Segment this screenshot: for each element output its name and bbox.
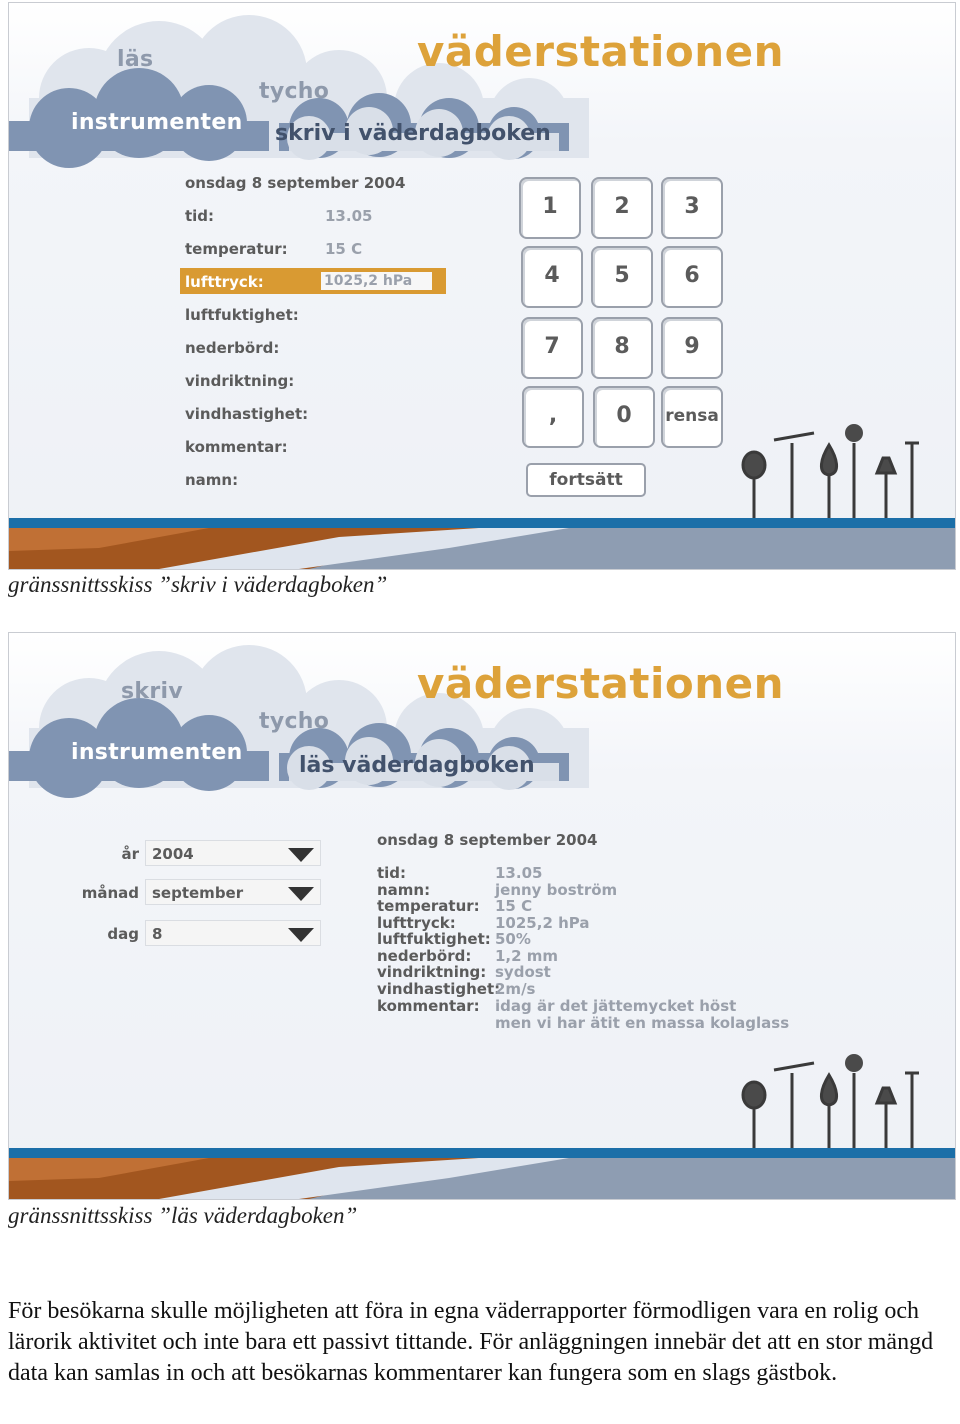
panel-background-art <box>9 633 955 1199</box>
nav-las[interactable]: läs <box>117 47 154 72</box>
key-7[interactable]: 7 <box>521 317 583 379</box>
brand-title: väderstationen <box>417 27 785 76</box>
field-value[interactable]: 15 C <box>325 240 363 258</box>
entry-label: lufttryck: <box>377 914 456 932</box>
day-select[interactable] <box>145 920 321 946</box>
field-label: nederbörd: <box>185 339 280 357</box>
nav-tycho[interactable]: tycho <box>259 709 330 734</box>
body-paragraph: För besökarna skulle möjligheten att föra in egna väderrapporter förmodligen vara en rolig och lärorik aktivitet och inte bara ett passivt tittande. För anläggningen innebär det att en stor mängd data kan samlas in och att besökarnas kommentarer kan fungera som en slags gästbok. <box>8 1298 934 1386</box>
month-select[interactable] <box>145 879 321 905</box>
nav-tycho[interactable]: tycho <box>259 79 330 104</box>
entry-value: idag är det jättemycket höst <box>495 997 737 1015</box>
entry-label: temperatur: <box>377 897 480 915</box>
entry-label: nederbörd: <box>377 947 472 965</box>
key-5[interactable]: 5 <box>591 246 653 308</box>
field-label: kommentar: <box>185 438 288 456</box>
entry-date: onsdag 8 september 2004 <box>377 831 598 849</box>
field-value[interactable]: 13.05 <box>325 207 373 225</box>
key-8[interactable]: 8 <box>591 317 653 379</box>
panel-write-diary <box>8 2 956 570</box>
year-select[interactable] <box>145 840 321 866</box>
brand-title: väderstationen <box>417 659 785 708</box>
chevron-down-icon <box>288 928 314 942</box>
entry-value: 2m/s <box>495 980 536 998</box>
nav-instrumenten[interactable]: instrumenten <box>71 740 243 765</box>
key-0[interactable]: 0 <box>593 386 655 448</box>
entry-label: namn: <box>377 881 431 899</box>
diary-date: onsdag 8 september 2004 <box>185 174 406 192</box>
chevron-down-icon <box>288 848 314 862</box>
entry-label: kommentar: <box>377 997 480 1015</box>
key-comma[interactable]: , <box>522 386 584 448</box>
field-label: luftfuktighet: <box>185 306 299 324</box>
entry-comment-line2: men vi har ätit en massa kolaglass <box>495 1014 790 1032</box>
field-label: vindriktning: <box>185 372 295 390</box>
entry-label: vindriktning: <box>377 963 487 981</box>
panel-background-art <box>9 3 955 569</box>
key-6[interactable]: 6 <box>661 246 723 308</box>
key-3[interactable]: 3 <box>661 177 723 239</box>
entry-value: 13.05 <box>495 864 543 882</box>
entry-label: tid: <box>377 864 407 882</box>
select-label-year: år <box>121 845 139 863</box>
year-select-value: 2004 <box>152 845 194 863</box>
field-label: vindhastighet: <box>185 405 309 423</box>
entry-label: vindhastighet: <box>377 980 501 998</box>
field-label: tid: <box>185 207 215 225</box>
entry-value: 15 C <box>495 897 533 915</box>
caption-write: gränssnittsskiss ”skriv i väderdagboken” <box>8 572 388 597</box>
month-select-value: september <box>152 884 244 902</box>
select-label-day: dag <box>107 925 139 943</box>
nav-active-skriv: skriv i väderdagboken <box>275 121 551 146</box>
entry-label: luftfuktighet: <box>377 930 491 948</box>
nav-instrumenten[interactable]: instrumenten <box>71 110 243 135</box>
panel-read-diary <box>8 632 956 1200</box>
nav-skriv[interactable]: skriv <box>121 679 183 704</box>
field-label: lufttryck: <box>185 273 264 291</box>
select-label-month: månad <box>81 884 139 902</box>
key-4[interactable]: 4 <box>521 246 583 308</box>
entry-value: 1,2 mm <box>495 947 559 965</box>
continue-button[interactable]: fortsätt <box>526 463 646 497</box>
key-clear[interactable]: rensa <box>661 386 723 448</box>
lufttryck-input[interactable]: 1025,2 hPa <box>321 272 432 290</box>
nav-active-las: läs väderdagboken <box>299 753 535 778</box>
entry-value: 50% <box>495 930 531 948</box>
field-label: temperatur: <box>185 240 288 258</box>
day-select-value: 8 <box>152 925 163 943</box>
entry-value: jenny boström <box>495 881 618 899</box>
chevron-down-icon <box>288 887 314 901</box>
caption-read: gränssnittsskiss ”läs väderdagboken” <box>8 1203 358 1228</box>
key-9[interactable]: 9 <box>661 317 723 379</box>
field-label: namn: <box>185 471 239 489</box>
key-2[interactable]: 2 <box>591 177 653 239</box>
entry-value: sydost <box>495 963 551 981</box>
key-1[interactable]: 1 <box>519 177 581 239</box>
entry-value: 1025,2 hPa <box>495 914 590 932</box>
